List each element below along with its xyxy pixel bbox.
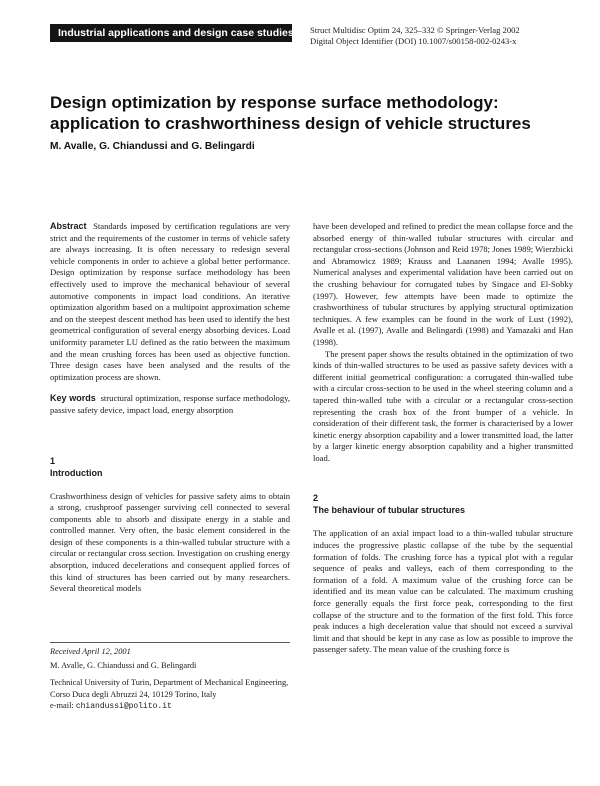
category-banner: Industrial applications and design case studies [50, 24, 292, 42]
doi-line: Digital Object Identifier (DOI) 10.1007/s00158-002-0243-x [310, 36, 517, 46]
section-body: The application of an axial impact load to a thin-walled tubular structure induces the progressive plastic collapse of the tube by the sequential formation of folds. The crushing force has a typical plot with a regular sequence of peaks and valleys, each of them corresponding to the formation of a fold. A maximum value of the crushing force can be identified and its mean value can be calculated. The maximum crushing force generally equals the first force peak, corresponding to the first collapse of the structure and to the formation of the first fold. This force peak induces a high deceleration value that should not exceed a survival limit and that should be kept in any case as low as possible to improve the passenger safety. The mean value of the crushing force is [313, 528, 573, 655]
keywords-text: structural optimization, response surface methodology, passive safety device, impact load, energy absorption [50, 393, 290, 415]
title-line-2: application to crashworthiness design of vehicle structures [50, 114, 531, 133]
left-column [50, 221, 290, 595]
email-label: e-mail: [50, 700, 74, 710]
section-number: 1 [50, 455, 56, 466]
email-line [50, 700, 290, 712]
abstract [50, 221, 290, 383]
abstract-text: Standards imposed by certification regulations are very strict and the requirements of the customer in terms of vehicle safety are always increasing. It is often necessary to redesign several vehicle components in order to achieve a global better performance. Design optimization by response surface methodology has been effectively used to improve the mechanical behaviour of several automotive components in impact load conditions. An iterative optimization algorithm based on a multipoint approximation scheme and on the steepest descent method has been used to identify the best geometrical configuration of several energy absorbing devices. Load uniformity parameter LU defined as the ratio between the maximum and the mean crushing forces has been used as objective function. Three design cases have been analysed and the results of the optimization process are shown. [50, 221, 290, 382]
section-title: The behaviour of tubular structures [313, 505, 466, 516]
intro-continued-paragraph: have been developed and refined to predict the mean collapse force and the absorbed energy of thin-walled tubular structures with circular and rectangular cross-sections (Johnson and Reid 1978; Jones 1989; Wierzbicki and Abramowicz 1989; Krauss and Laananen 1994; Avalle 1995). Numerical analyses and experimental validation have been carried out on the crushing behaviour for corrugated tubes by Singace and El-Sobky (1997). However, few attempts have been made to optimize the crashworthiness of tubular structures by applying structural optimization techniques. A few examples can be found in the work of Lust (1992), Avalle et al. (1997), Avalle and Belingardi (1998) and Yamazaki and Han (1998). [313, 221, 573, 347]
author-footnote [50, 642, 290, 712]
footnote-authors: M. Avalle, G. Chiandussi and G. Belingardi [50, 661, 197, 671]
section-number: 2 [313, 493, 319, 504]
keywords-label: Key words [50, 393, 96, 404]
right-column [313, 221, 573, 656]
section-tubular-behaviour [313, 492, 573, 656]
section-body: Crashworthiness design of vehicles for passive safety aims to obtain a strong, crushproof passenger surviving cell connected to several components able to absorb and dissipate energy in a stable and controlled manner. Very often, the basic element considered in the design of these components is a thin-walled tubular structure with a circular or rectangular cross section. Investigation on crushing energy absorption, induced decelerations and consequent applied forces of this kind of structures has been carried out by many researchers. Several theoretical models [50, 490, 290, 594]
author-list: M. Avalle, G. Chiandussi and G. Belingardi [50, 141, 255, 152]
abstract-label: Abstract [50, 221, 87, 231]
present-paper-paragraph: The present paper shows the results obtained in the optimization of two kinds of thin-walled structures to be used as passive safety devices with a different initial geometrical configuration: a corrugated thin-walled tube with a circular cross-section to be used in the wheel steering column and a tapered thin-walled tube with a circular or a rectangular cross-section representing the crash box of the front bumper of a vehicle. In consideration of their different task, the former is characterised by a lower kinetic energy absorption capability and a lower transmitted load, the latter by a larger kinetic energy absorption capability and a higher transmitted load. [313, 348, 573, 463]
email-link[interactable]: chiandussi@polito.it [75, 701, 172, 711]
section-introduction [50, 455, 290, 595]
keywords [50, 393, 290, 416]
journal-citation: Struct Multidisc Optim 24, 325–332 © Springer-Verlag 2002 [310, 25, 520, 35]
title-line-1: Design optimization by response surface methodology: [50, 93, 499, 112]
journal-info [310, 25, 572, 47]
received-date: Received April 12, 2001 [50, 647, 131, 656]
affiliation: Technical University of Turin, Department of Mechanical Engineering, Corso Duca degli Abruzzi 24, 10129 Torino, Italy [50, 678, 289, 699]
section-title: Introduction [50, 467, 103, 478]
article-title [50, 92, 570, 134]
